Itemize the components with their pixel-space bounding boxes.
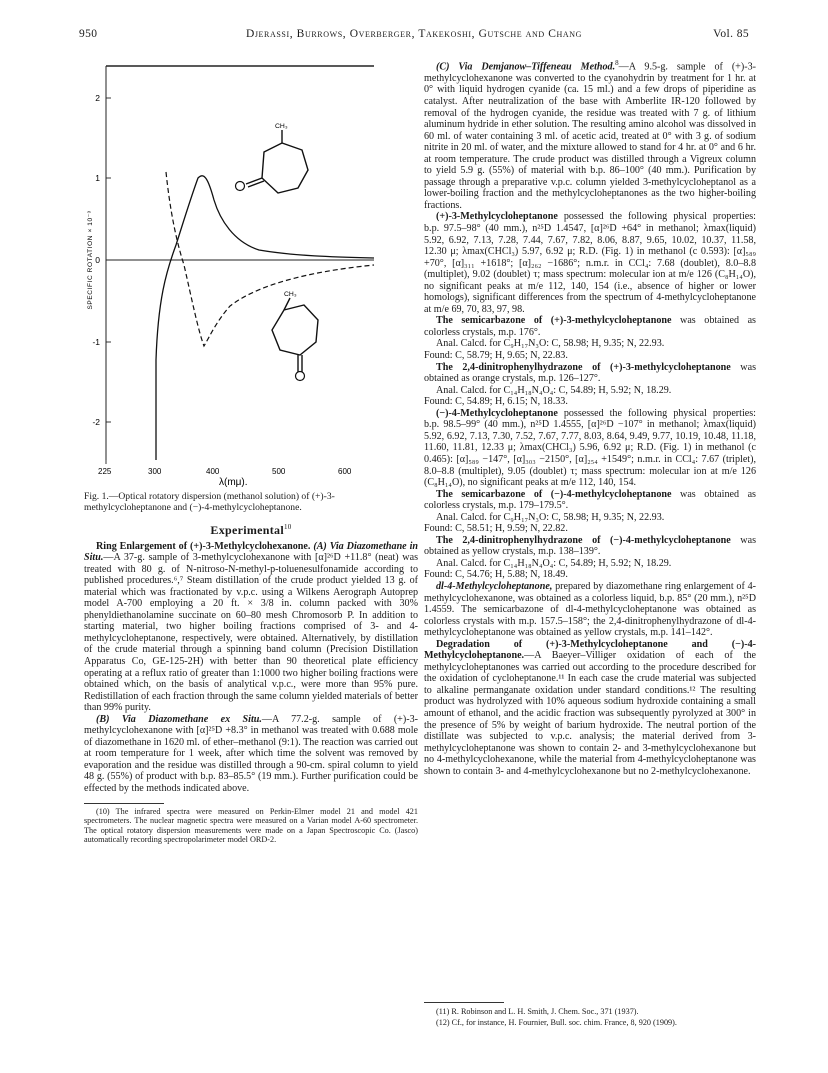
x-tick-label: 300 bbox=[148, 467, 162, 476]
y-ticks bbox=[106, 98, 111, 422]
left-column bbox=[84, 516, 418, 845]
paragraph-method-c: (C) Via Demjanow–Tiffeneau Method.$^8$—A 9.5-g. sample of (+)-3-methylcyclohexanone was converted to the cyanohydrin by treatment for 1 hr. at 0° with liquid hydrogen cyanide (ca. 15 ml.) and a few drops of piperidine as catalyst. After neutralization of the base with Amberlite IR-120 followed by removal of the hydrogen cyanide, the residue was treated with 7 g. of lithium aluminum hydride in ether solution. The resulting amino alcohol was dissolved in 60 ml. of water containing 3 ml. of acetic acid, treated at 0° with 3 g. of sodium nitrite in 20 ml. of water, and the mixture allowed to stand for 4 hr. at 0° and 6 hr. at room temperature. The crude product was distilled through a Vigreux column to yield 5.9 g. (55%) of material with b.p. 86–100° (40 mm.). Purification by passage through a preparative v.p.c. column yielded 3-methylcycloheptanol as a lower-boiling fraction and the methylcycloheptanones as the two higher-boiling fractions. bbox=[424, 59, 757, 211]
y-tick-label: 1 bbox=[95, 173, 100, 183]
footnote-12: (12) Cf., for instance, H. Fournier, Bull. soc. chim. France, 8, 920 (1909). bbox=[436, 1017, 677, 1027]
ch3-label: CH₃ bbox=[275, 123, 288, 130]
footnote-rule bbox=[84, 803, 164, 804]
ch3-label: CH₃ bbox=[284, 291, 297, 298]
analysis-1-calcd: Anal. Calcd. for C₉H₁₇N₃O: C, 58.98; H, 9.35; N, 22.93. bbox=[436, 338, 665, 350]
paragraph-degradation: Degradation of (+)-3-Methylcycloheptanone and (−)-4-Methylcycloheptanone.—A Baeyer–Villiger oxidation of each of the methylcycloheptanones was carried out according to the procedure described for the oxidation of cycloheptanone.¹¹ In each case the crude material was subjected to alkaline permanganate oxidation under standard conditions.¹² The resulting product was hydrolyzed with 10% aqueous sodium hydroxide containing a small amount of ethanol, and the acidic fraction was subsequently pyrolyzed at 300° in the presence of 5% by weight of barium hydroxide. The neutral portion of the distillate was subjected to v.p.c. analysis; the material derived from 3-methylcycloheptanone was shown to contain 2- and 3-methylcyclohexanone but no 4-methylcyclohexanone, while the material from 4-methylcycloheptanone was shown to contain 3- and 4-methylcyclohexanone but no 2-methylcyclohexanone. bbox=[424, 638, 756, 777]
x-tick-label: 500 bbox=[272, 467, 286, 476]
carbonyl-oxygen bbox=[236, 182, 245, 191]
right-footnotes bbox=[424, 1002, 756, 1028]
paragraph-ring-enlargement-b: (B) Via Diazomethane ex Situ.—A 77.2-g. sample of (+)-3-methylcyclohexanone with [α]²⁵D +8.3° in methanol was treated with 0.688 mole of diazomethane in 1620 ml. of ether–methanol (9:1). The reaction was carried out at room temperature for 1 week, after which time the solvent was removed by evaporation and the residue was distilled through a 90-cm. spiral column to yield 48 g. (55%) of product with b.p. 83–85.5° (19 mm.). Further purification could be effected by the methods indicated above. bbox=[84, 713, 419, 795]
x-tick-label: 225 bbox=[98, 467, 112, 476]
paragraph-4-methylcycloheptanone: (−)-4-Methylcycloheptanone possessed the following physical properties: b.p. 98.5–99° (40 mm.), n²⁵D 1.4555, [α]²⁶D −107° in methanol; λmax(liquid) 5.92, 6.92, 7.13, 7.30, 7.52, 7.67, 7.77, 8.03, 8.64, 9.49, 9.77, 10.19, 10.48, 11.18, 11.60, 11.81, 12.33 μ; λmax(CHCl₃) 5.96, 6.92 μ; R.D. (Fig. 1) in methanol (c 0.465): [α]₅₈₉ −147°, [α]₃₀₃ −2150°, [α]₂₅₄ +1549°; n.m.r. in CCl₄: 7.67 (triplet), 8.0–8.8 (multiplet), 9.05 (doublet) τ; mass spectrum: molecular ion at m/e 126 (C₈H₁₄O), no significant peaks at m/e 112, 140, 154. bbox=[424, 407, 756, 489]
section-heading-experimental: Experimental$^{10}$ bbox=[210, 523, 292, 537]
paragraph-dl-4-methylcycloheptanone: dl-4-Methylcycloheptanone, prepared by diazomethane ring enlargement of 4-methylcyclohexanone, was obtained as a colorless liquid, b.p. 85° (20 mm.), n²⁵D 1.4559. The semicarbazone of dl-4-methylcycloheptanone was obtained as colorless crystals with m.p. 157.5–158°; the 2,4-dinitrophenylhydrazone of dl-4-methylcycloheptanone was obtained as yellow crystals, m.p. 141–142°. bbox=[424, 580, 756, 639]
curve-3-methylcycloheptanone bbox=[156, 176, 374, 460]
carbonyl-oxygen bbox=[296, 372, 305, 381]
running-header bbox=[79, 28, 749, 48]
footnote-11: (11) R. Robinson and L. H. Smith, J. Chem. Soc., 371 (1937). bbox=[436, 1007, 639, 1016]
footnotes bbox=[84, 807, 418, 845]
right-column bbox=[424, 58, 756, 777]
paragraph-ring-enlargement-a: Ring Enlargement of (+)-3-Methylcyclohexanone. (A) Via Diazomethane in Situ.—A 37-g. sample of 3-methylcyclohexanone with [α]²⁶D +11.8° (neat) was treated with 80 g. of N-nitroso-N-methyl-p-toluenesulfonamide according to published procedures.⁶,⁷ Steam distillation of the crude product yielded 13 g. of material which was fractionated by v.p.c. using a Wilkens Aerograph Autoprep model A-700 employing a 20 ft. × 3/8 in. column packed with 30% phenyldiethanolamine succinate on 60–80 mesh Chromosorb P. In addition to starting material, two higher boiling fractions comprised of 3- and 4-methylcycloheptanone, respectively, were obtained. Alternatively, by distillation of the crude material through a spinning band column (Precision Distillation Apparatus Co, GE-125-2H) with better than 90 theoretical plate efficiency operating at a reflux ratio of greater than 1:1000 two higher boiling fractions were obtained which, on the basis of analytical v.p.c., were more than 95% pure. Redistillation of each fraction through the same column yielded materials of better than 99% purity. bbox=[84, 540, 418, 714]
running-title: Djerassi, Burrows, Overberger, Takekoshi, Gutsche and Chang bbox=[245, 28, 583, 40]
figure-caption: Fig. 1.—Optical rotatory dispersion (methanol solution) of (+)-3-methylcycloheptanone and (−)-4-methylcycloheptanone. bbox=[84, 491, 335, 513]
paragraph-semicarbazone-1: The semicarbazone of (+)-3-methylcycloheptanone was obtained as colorless crystals, m.p. 176°. bbox=[424, 315, 756, 338]
y-tick-label: -2 bbox=[92, 417, 100, 427]
x-tick-label: 600 bbox=[338, 467, 352, 476]
analysis-3-calcd: Anal. Calcd. for C₉H₁₇N₃O: C, 58.98; H, 9.35; N, 22.93. bbox=[436, 511, 665, 523]
footnote-10: (10) The infrared spectra were measured on Perkin-Elmer model 21 and model 421 spectrometers. The nuclear magnetic spectra were measured on a Varian model A-60 spectrometer. The optical rotatory dispersion measurements were made on a Japan Spectroscopic Co. (Jasco) automatically recording spectropolarimeter model ORD-2. bbox=[84, 806, 418, 845]
analysis-2-found: Found: C, 54.89; H, 6.15; N, 18.33. bbox=[424, 396, 568, 408]
curve-4-methylcycloheptanone bbox=[166, 172, 374, 346]
paragraph-semicarbazone-2: The semicarbazone of (−)-4-methylcycloheptanone was obtained as colorless crystals, m.p. 179–179.5°. bbox=[424, 488, 756, 512]
page-number: 950 bbox=[79, 28, 98, 40]
analysis-3-found: Found: C, 58.51; H, 9.59; N, 22.82. bbox=[424, 523, 568, 535]
analysis-4-calcd: Anal. Calcd. for C₁₄H₁₈N₄O₄: C, 54.89; H, 5.92; N, 18.29. bbox=[436, 557, 672, 569]
paragraph-dnp-2: The 2,4-dinitrophenylhydrazone of (−)-4-methylcycloheptanone was obtained as yellow crystals, m.p. 138–139°. bbox=[424, 534, 756, 558]
x-axis-title: λ(mμ). bbox=[219, 477, 248, 488]
paragraph-dnp-1: The 2,4-dinitrophenylhydrazone of (+)-3-methylcycloheptanone was obtained as orange crystals, m.p. 126–127°. bbox=[424, 361, 756, 385]
y-axis-title: SPECIFIC ROTATION × 10⁻³ bbox=[87, 210, 94, 310]
structure-4-methylcycloheptanone bbox=[272, 298, 318, 372]
analysis-4-found: Found: C, 54.76; H, 5.88; N, 18.49. bbox=[424, 569, 568, 581]
analysis-2-calcd: Anal. Calcd. for C₁₄H₁₈N₄O₄: C, 54.89; H, 5.92; N, 18.29. bbox=[436, 384, 672, 396]
y-tick-label: 2 bbox=[95, 93, 100, 103]
structure-3-methylcycloheptanone bbox=[246, 130, 308, 193]
x-tick-label: 400 bbox=[206, 467, 220, 476]
y-tick-label: -1 bbox=[92, 337, 100, 347]
footnote-rule bbox=[424, 1002, 504, 1003]
y-tick-label: 0 bbox=[95, 255, 100, 265]
analysis-1-found: Found: C, 58.79; H, 9.65; N, 22.83. bbox=[424, 350, 568, 362]
volume-label: Vol. 85 bbox=[713, 28, 749, 40]
figure-1 bbox=[84, 60, 418, 490]
ord-plot bbox=[84, 60, 418, 490]
paragraph-3-methylcycloheptanone: (+)-3-Methylcycloheptanone possessed the following physical properties: b.p. 97.5–98° (40 mm.), n²⁵D 1.4547, [α]²⁶D +64° in methanol; λmax(liquid) 5.92, 6.92, 7.13, 7.28, 7.44, 7.67, 7.82, 8.06, 8.87, 9.65, 10.02, 10.37, 11.58, 12.30 μ; λmax(CHCl₃) 5.97, 6.92 μ; R.D. (Fig. 1) in methanol (c 0.593): [α]₅₈₉ +70°, [α]₃₁₁ +1618°; [α]₂₆₂ −1686°; n.m.r. in CCl₄: 7.68 (doublet), 8.0–8.8 (multiplet), 9.02 (doublet) τ; mass spectrum: molecular ion at m/e 126 (C₈H₁₄O), no significant peaks at m/e 112, 140, 154 (i.e., absence of higher or lower homologs), significant differences from the spectrum of 4-methylcycloheptanone at m/e 69, 70, 83, 97, 98. bbox=[424, 211, 756, 315]
